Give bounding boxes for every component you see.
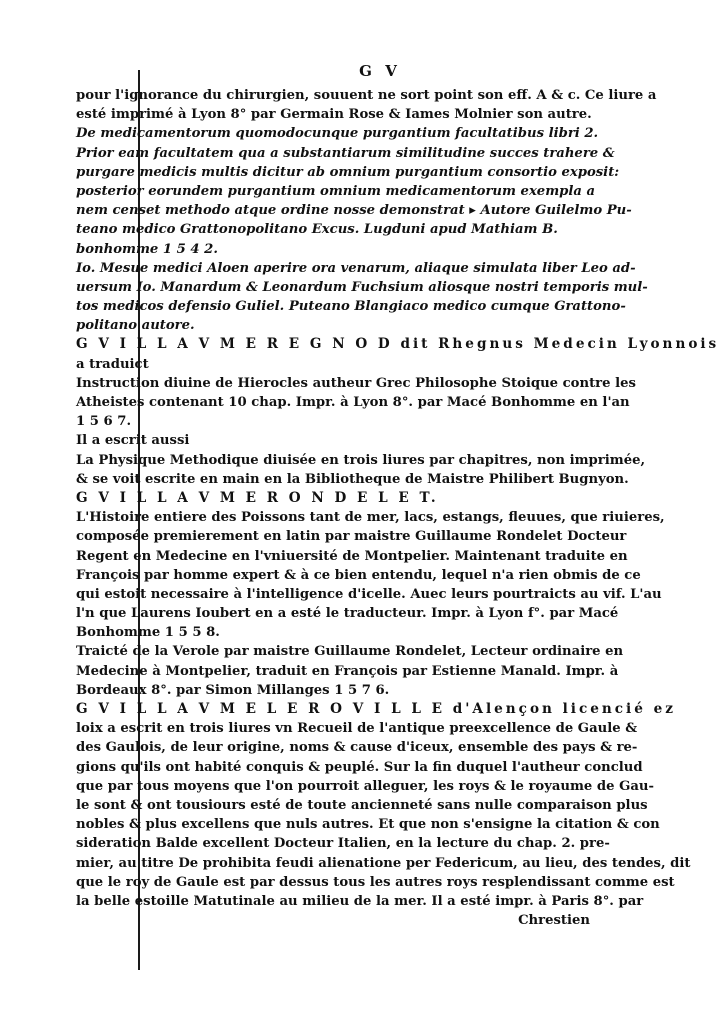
text-line: La Physique Methodique diuisée en trois liures par chapitres, non imprimée, — [76, 452, 646, 468]
text-line: Bonhomme 1 5 5 8. — [76, 625, 220, 641]
text-line: posterior eorundem purgantium omnium medicamentorum exempla a — [76, 183, 596, 199]
text-line: le sont & ont tousiours esté de toute ancienneté sans nulle comparaison plus — [76, 797, 648, 813]
text-line: Regent en Medecine en l'vniuersité de Montpelier. Maintenant traduite en — [76, 548, 628, 564]
text-line: tos medicos defensio Guliel. Puteano Blangiaco medico cumque Grattono- — [76, 299, 626, 315]
text-line: que par tous moyens que l'on pourroit alleguer, les roys & le royaume de Gau- — [76, 778, 654, 794]
text-line: Chrestien — [518, 913, 590, 929]
body-text — [76, 86, 719, 930]
text-line: Io. Mesue medici Aloen aperire ora venarum, aliaque simulata liber Leo ad- — [76, 260, 636, 276]
text-line: Medecine à Montpelier, traduit en François par Estienne Manald. Impr. à — [76, 663, 619, 679]
text-line: qui estoit necessaire à l'intelligence d'icelle. Auec leurs pourtraicts au vif. L'au — [76, 586, 662, 602]
text-line: sideration Balde excellent Docteur Italien, en la lecture du chap. 2. pre- — [76, 836, 610, 852]
text-line: mier, au titre De prohibita feudi alienatione per Federicum, au lieu, des tendes, dit — [76, 855, 691, 871]
text-line: Bordeaux 8°. par Simon Millanges 1 5 7 6. — [76, 682, 390, 698]
text-line: uersum Io. Manardum & Leonardum Fuchsium aliosque nostri temporis mul- — [76, 279, 648, 295]
text-line: François par homme expert & à ce bien entendu, lequel n'a rien obmis de ce — [76, 567, 641, 583]
text-line: politano autore. — [76, 318, 195, 334]
text-line: Il a escrit aussi — [76, 433, 190, 449]
text-line: G V I L L A V M E L E R O V I L L E d'Alençon licencié ez — [76, 701, 676, 717]
text-line: 1 5 6 7. — [76, 414, 132, 430]
running-header: G V — [359, 62, 401, 80]
text-line: Traicté de la Verole par maistre Guillaume Rondelet, Lecteur ordinaire en — [76, 644, 624, 660]
text-line: des Gaulois, de leur origine, noms & cause d'iceux, ensemble des pays & re- — [76, 740, 638, 756]
text-line: G V I L L A V M E R O N D E L E T. — [76, 489, 439, 506]
text-line: la belle estoille Matutinale au milieu de la mer. Il a esté impr. à Paris 8°. par — [76, 893, 644, 909]
text-line: L'Histoire entiere des Poissons tant de mer, lacs, estangs, fleuues, que riuieres, — [76, 510, 665, 526]
text-line: nem censet methodo atque ordine nosse demonstrat ▸ Autore Guilelmo Pu- — [76, 203, 632, 219]
text-line: & se voit escrite en main en la Bibliotheque de Maistre Philibert Bugnyon. — [76, 471, 629, 487]
text-line: purgare medicis multis dicitur ab omnium purgantium consortio exposit: — [76, 164, 620, 180]
text-line: Instruction diuine de Hierocles autheur Grec Philosophe Stoique contre les — [76, 375, 636, 391]
text-line: que le roy de Gaule est par dessus tous les autres roys resplendissant comme est — [76, 874, 675, 890]
text-line: loix a escrit en trois liures vn Recueil de l'antique preexcellence de Gaule & — [76, 721, 638, 737]
text-line: nobles & plus excellens que nuls autres. Et que non s'ensigne la citation & con — [76, 817, 660, 833]
text-line: l'n que Laurens Ioubert en a esté le traducteur. Impr. à Lyon f°. par Macé — [76, 606, 619, 622]
text-line: gions qu'ils ont habité conquis & peuplé. Sur la fin duquel l'autheur conclud — [76, 759, 643, 775]
text-line: a traduict — [76, 356, 149, 372]
text-line: Atheistes contenant 10 chap. Impr. à Lyon 8°. par Macé Bonhomme en l'an — [76, 395, 630, 410]
text-line: teano medico Grattonopolitano Excus. Lugduni apud Mathiam B. — [76, 222, 558, 238]
text-line: bonhomme 1 5 4 2. — [76, 241, 218, 257]
text-line: Prior eam facultatem qua a substantiarum similitudine succes trahere & — [76, 145, 615, 161]
text-line: De medicamentorum quomodocunque purgantium facultatibus libri 2. — [76, 126, 599, 142]
text-line: pour l'ignorance du chirurgien, souuent ne sort point son eff. A & c. Ce liure a — [76, 88, 657, 103]
text-line: esté imprimé à Lyon 8° par Germain Rose & Iames Molnier son autre. — [76, 107, 592, 123]
text-line: G V I L L A V M E R E G N O D dit Rhegnus Medecin Lyonnois — [76, 336, 719, 353]
text-line: composée premierement en latin par maistre Guillaume Rondelet Docteur — [76, 529, 627, 545]
